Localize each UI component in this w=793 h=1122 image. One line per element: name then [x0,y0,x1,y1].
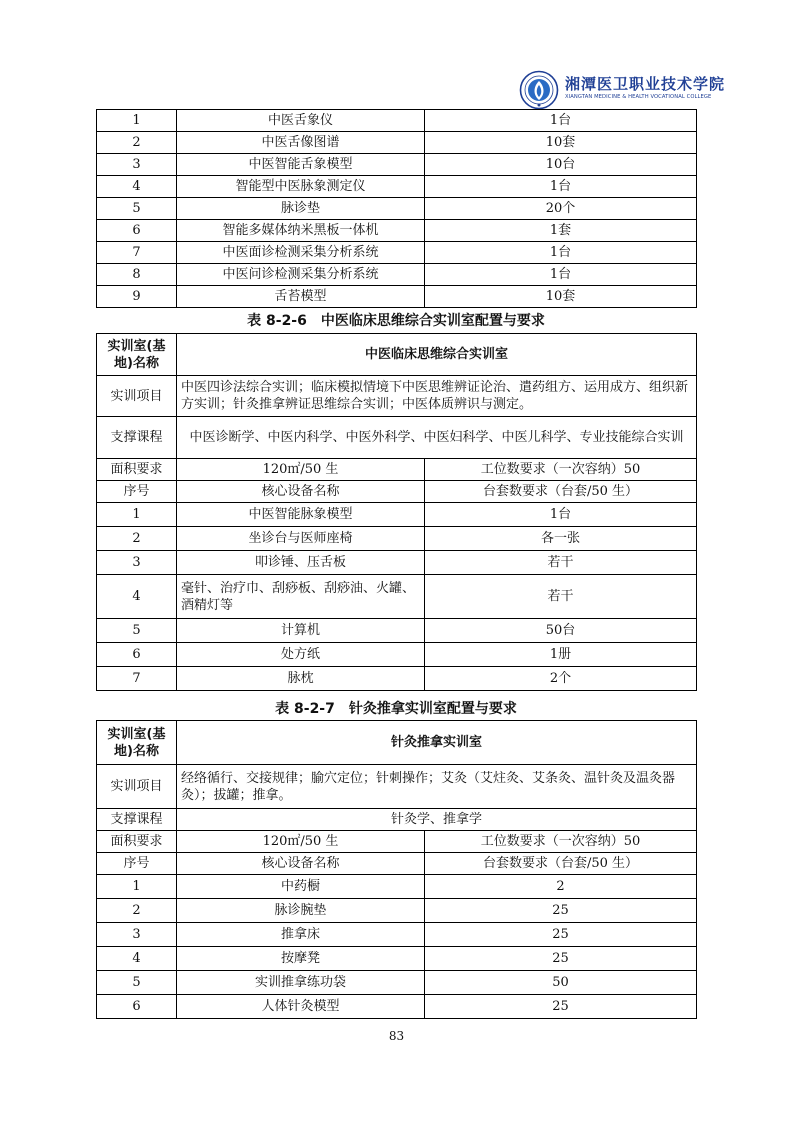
table-row [97,765,697,809]
table-row: 9 舌苔模型 10套 [97,286,697,308]
table-row [97,831,697,853]
room-name: 中医临床思维综合实训室 [177,334,697,376]
table-row: 6 智能多媒体纳米黑板一体机 1套 [97,220,697,242]
table-826-caption: 表 8-2-6 中医临床思维综合实训室配置与要求 [247,313,545,329]
project-value: 中医四诊法综合实训；临床模拟情境下中医思维辨证论治、遣药组方、运用成方、组织新方实训；针灸推拿辨证思维综合实训；中医体质辨识与测定。 [177,376,697,417]
col-name: 核心设备名称 [177,853,425,875]
table-row: 7 脉枕 2个 [97,667,697,691]
area-label: 面积要求 [97,831,177,853]
table-row [97,721,697,765]
room-label: 实训室(基地)名称 [97,334,177,376]
table-row [97,417,697,459]
project-value: 经络循行、交接规律；腧穴定位；针刺操作；艾灸（艾炷灸、艾条灸、温针灸及温灸器灸）；拔罐；推拿。 [177,765,697,809]
course-value: 中医诊断学、中医内科学、中医外科学、中医妇科学、中医儿科学、专业技能综合实训 [177,417,697,459]
area-value: 120㎡/50 生 [177,831,425,853]
table-row: 5 脉诊垫 20个 [97,198,697,220]
course-value: 针灸学、推拿学 [177,809,697,831]
col-qty: 台套数要求（台套/50 生） [425,853,697,875]
college-emblem-icon [519,70,559,110]
table-header-row [97,853,697,875]
table-row [97,334,697,376]
table-row: 5 计算机 50台 [97,619,697,643]
table-row: 2 脉诊腕垫 25 [97,899,697,923]
college-logo [519,70,726,110]
col-qty: 台套数要求（台套/50 生） [425,481,697,503]
table-row: 6 人体针灸模型 25 [97,995,697,1019]
table-row: 1 中医智能脉象模型 1台 [97,503,697,527]
table-row: 6 处方纸 1册 [97,643,697,667]
table-row: 8 中医问诊检测采集分析系统 1台 [97,264,697,286]
station-value: 工位数要求（一次容纳）50 [425,831,697,853]
project-label: 实训项目 [97,376,177,417]
college-name-en: XIANGTAN MEDICINE & HEALTH VOCATIONAL COLLEGE [565,94,712,100]
table-row: 4 按摩凳 25 [97,947,697,971]
table-row [97,809,697,831]
table-row: 7 中医面诊检测采集分析系统 1台 [97,242,697,264]
room-name: 针灸推拿实训室 [177,721,697,765]
col-no: 序号 [97,853,177,875]
table-row: 2 坐诊台与医师座椅 各一张 [97,527,697,551]
course-label: 支撑课程 [97,417,177,459]
col-no: 序号 [97,481,177,503]
table-row [97,376,697,417]
table-826 [96,333,697,691]
page-number: 83 [388,1029,405,1043]
table-row: 3 推拿床 25 [97,923,697,947]
project-label: 实训项目 [97,765,177,809]
area-value: 120㎡/50 生 [177,459,425,481]
college-name: 湘潭医卫职业技术学院 [565,75,726,93]
table-row: 1 中药橱 2 [97,875,697,899]
table-row: 1 中医舌象仪 1台 [97,110,697,132]
equipment-table-top [96,109,697,308]
table-row: 2 中医舌像图谱 10套 [97,132,697,154]
table-row [97,459,697,481]
table-827 [96,720,697,1019]
room-label: 实训室(基地)名称 [97,721,177,765]
table-row: 4 智能型中医脉象测定仪 1台 [97,176,697,198]
table-row: 3 叩诊锤、压舌板 若干 [97,551,697,575]
course-label: 支撑课程 [97,809,177,831]
col-name: 核心设备名称 [177,481,425,503]
table-827-caption: 表 8-2-7 针灸推拿实训室配置与要求 [275,701,517,717]
table-header-row [97,481,697,503]
table-row: 5 实训推拿练功袋 50 [97,971,697,995]
station-value: 工位数要求（一次容纳）50 [425,459,697,481]
table-row: 4 毫针、治疗巾、刮痧板、刮痧油、火罐、酒精灯等 若干 [97,575,697,619]
table-row: 3 中医智能舌象模型 10台 [97,154,697,176]
area-label: 面积要求 [97,459,177,481]
